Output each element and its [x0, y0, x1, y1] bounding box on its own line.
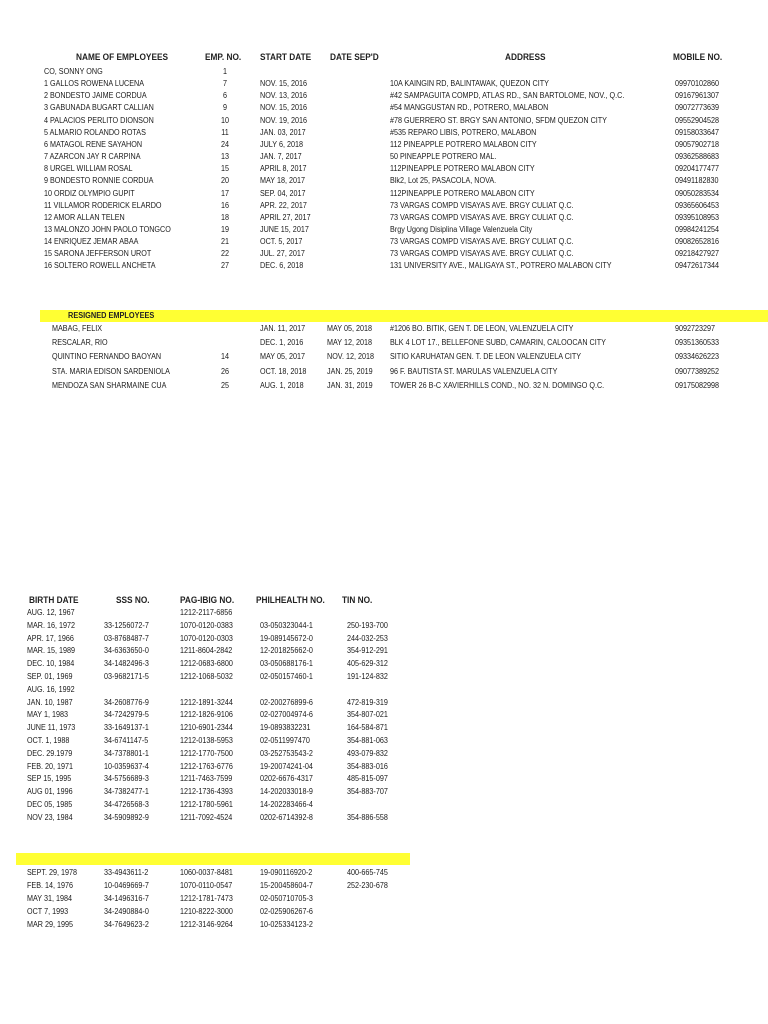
employee-row	[0, 140, 768, 152]
benefits-row	[0, 621, 768, 633]
cell-emp-no: 21	[220, 237, 230, 247]
cell-birth-date: AUG 01, 1996	[27, 787, 73, 797]
cell-sss: 33-1256072-7	[104, 620, 149, 630]
cell-sss: 34-1482496-3	[104, 659, 149, 669]
cell-mobile: 9092723297	[675, 324, 716, 333]
cell-emp-no: 20	[220, 176, 230, 186]
cell-date-sepd: MAY 05, 2018	[327, 324, 372, 333]
cell-mobile: 09082652816	[675, 237, 720, 247]
cell-mobile: 09362588683	[675, 152, 720, 162]
cell-sss: 34-1496316-7	[104, 893, 149, 903]
header-start-date: START DATE	[260, 52, 312, 62]
header-address: ADDRESS	[505, 52, 546, 62]
cell-philhealth: 19-0893832231	[260, 723, 311, 733]
cell-philhealth: 19-090116920-2	[260, 868, 313, 877]
cell-start-date: JUNE 15, 2017	[260, 224, 309, 234]
cell-address: #1206 BO. BITIK, GEN T. DE LEON, VALENZUELA CITY	[390, 324, 574, 333]
cell-pagibig: 1212-2117-6856	[180, 608, 233, 617]
cell-philhealth: 19-20074241-04	[260, 761, 313, 771]
cell-pagibig: 1070-0110-0547	[180, 880, 233, 890]
cell-philhealth: 02-027004974-6	[260, 710, 313, 720]
cell-philhealth: 02-200276899-6	[260, 697, 313, 707]
cell-philhealth: 02-050710705-3	[260, 893, 313, 903]
cell-address: 131 UNIVERSITY AVE., MALIGAYA ST., POTRERO MALABON CITY	[390, 261, 612, 271]
cell-philhealth: 14-202033018-9	[260, 787, 313, 797]
cell-birth-date: JUNE 11, 1973	[27, 723, 76, 733]
cell-emp-no: 17	[220, 188, 230, 198]
employee-row	[0, 91, 768, 103]
employee-row	[0, 128, 768, 140]
cell-pagibig: 1212-1763-6776	[180, 761, 233, 771]
cell-birth-date: MAR. 16, 1972	[27, 620, 76, 630]
benefits-row	[0, 800, 768, 812]
benefits-row	[0, 774, 768, 786]
resigned-employee-row	[0, 352, 768, 364]
cell-date-sepd: JAN. 31, 2019	[327, 380, 373, 390]
cell-pagibig: 1212-1891-3244	[180, 697, 233, 707]
cell-philhealth: 02-0511997470	[260, 736, 310, 745]
header-name: NAME OF EMPLOYEES	[76, 52, 169, 62]
employee-row	[0, 249, 768, 261]
cell-tin: 354-807-021	[347, 710, 388, 720]
cell-sss: 34-6741147-5	[104, 736, 149, 745]
employee-row	[0, 237, 768, 249]
cell-sss: 34-2490884-0	[104, 906, 149, 916]
cell-start-date: JAN. 7, 2017	[260, 152, 302, 162]
resigned-label: RESIGNED EMPLOYEES	[68, 311, 155, 320]
cell-address: 73 VARGAS COMPD VISAYAS AVE. BRGY CULIAT Q.C.	[390, 212, 574, 222]
cell-tin: 354-883-707	[347, 787, 388, 797]
cell-birth-date: SEP. 01, 1969	[27, 672, 73, 681]
cell-birth-date: DEC. 29.1979	[27, 748, 73, 758]
cell-birth-date: DEC. 10, 1984	[27, 659, 75, 669]
cell-emp-no: 6	[222, 91, 227, 101]
employee-row	[0, 213, 768, 225]
cell-pagibig: 1212-1781-7473	[180, 893, 233, 903]
cell-start-date: JAN. 03, 2017	[260, 127, 306, 137]
cell-address: #42 SAMPAGUITA COMPD, ATLAS RD., SAN BARTOLOME, NOV., Q.C.	[390, 91, 625, 101]
cell-birth-date: NOV 23, 1984	[27, 812, 73, 822]
benefits-row	[0, 749, 768, 761]
cell-date-sepd: JAN. 25, 2019	[327, 366, 373, 376]
cell-address: 10A KAINGIN RD, BALINTAWAK, QUEZON CITY	[390, 79, 549, 89]
cell-birth-date: OCT. 1, 1988	[27, 736, 70, 745]
cell-name: MENDOZA SAN SHARMAINE CUA	[52, 380, 167, 390]
resigned-employee-row	[0, 338, 768, 350]
cell-pagibig: 1212-1770-7500	[180, 748, 233, 758]
cell-emp-no: 22	[220, 249, 230, 259]
cell-start-date: OCT. 5, 2017	[260, 237, 303, 247]
cell-start-date: DEC. 6, 2018	[260, 261, 304, 271]
cell-tin: 472-819-319	[347, 697, 388, 707]
cell-philhealth: 14-202283466-4	[260, 800, 313, 809]
cell-mobile: 09472617344	[675, 261, 720, 271]
cell-philhealth: 10-025334123-2	[260, 919, 313, 929]
cell-date-sepd: NOV. 12, 2018	[327, 352, 374, 362]
cell-name: 15 SARONA JEFFERSON UROT	[44, 249, 152, 259]
cell-address: 112PINEAPPLE POTRERO MALABON CITY	[390, 188, 535, 198]
cell-start-date: NOV. 19, 2016	[260, 115, 307, 125]
cell-emp-no: 15	[220, 164, 230, 174]
cell-date-sepd: MAY 12, 2018	[327, 338, 372, 348]
benefits-row	[0, 723, 768, 735]
cell-emp-no: 27	[220, 261, 230, 271]
employee-row	[0, 225, 768, 237]
cell-name: 9 BONDESTO RONNIE CORDUA	[44, 176, 154, 186]
cell-emp-no: 13	[220, 152, 230, 162]
cell-mobile: 09077389252	[675, 366, 720, 376]
cell-mobile: 09491182830	[675, 176, 719, 186]
cell-name: STA. MARIA EDISON SARDENIOLA	[52, 366, 170, 376]
cell-start-date: JULY 6, 2018	[260, 139, 303, 149]
cell-address: #54 MANGGUSTAN RD., POTRERO, MALABON	[390, 103, 549, 113]
header-birth-date: BIRTH DATE	[29, 595, 79, 605]
cell-tin: 405-629-312	[347, 659, 388, 669]
cell-mobile: 09175082998	[675, 380, 720, 390]
cell-birth-date: AUG. 12, 1967	[27, 608, 75, 617]
cell-name: 4 PALACIOS PERLITO DIONSON	[44, 115, 154, 125]
cell-start-date: NOV. 15, 2016	[260, 79, 307, 89]
cell-start-date: NOV. 15, 2016	[260, 103, 307, 113]
cell-pagibig: 1210-6901-2344	[180, 723, 233, 733]
employee-row	[0, 116, 768, 128]
cell-mobile: 09167961307	[675, 91, 720, 101]
benefits-row	[0, 736, 768, 748]
resigned-employee-row	[0, 381, 768, 393]
cell-tin: 191-124-832	[347, 672, 388, 681]
cell-start-date: MAY 05, 2017	[260, 352, 305, 362]
cell-pagibig: 1212-1736-4393	[180, 787, 233, 797]
cell-address: 50 PINEAPPLE POTRERO MAL.	[390, 152, 497, 162]
benefits-resigned-band	[16, 853, 410, 865]
employee-row	[0, 176, 768, 188]
cell-address: 73 VARGAS COMPD VISAYAS AVE. BRGY CULIAT Q.C.	[390, 237, 574, 247]
cell-sss: 34-5909892-9	[104, 812, 149, 822]
header-philhealth: PHILHEALTH NO.	[256, 595, 325, 605]
benefits-resigned-row	[0, 920, 768, 932]
cell-mobile: 09057902718	[675, 139, 720, 149]
cell-start-date: JAN. 11, 2017	[260, 324, 306, 333]
cell-emp-no: 10	[220, 115, 230, 125]
benefits-row	[0, 634, 768, 646]
employee-row	[0, 67, 768, 79]
cell-pagibig: 1212-1826-9106	[180, 710, 233, 720]
cell-address: 112PINEAPPLE POTRERO MALABON CITY	[390, 164, 535, 174]
cell-emp-no: 18	[220, 212, 230, 222]
cell-address: SITIO KARUHATAN GEN. T. DE LEON VALENZUELA CITY	[390, 352, 582, 362]
cell-pagibig: 1211-7463-7599	[180, 774, 233, 784]
cell-name: 2 BONDESTO JAIME CORDUA	[44, 91, 147, 101]
benefits-resigned-row	[0, 868, 768, 880]
cell-pagibig: 1070-0120-0383	[180, 620, 233, 630]
cell-tin: 354-912-291	[347, 646, 388, 656]
cell-tin: 252-230-678	[347, 880, 388, 890]
employee-row	[0, 201, 768, 213]
employee-row	[0, 79, 768, 91]
resigned-employee-row	[0, 367, 768, 379]
cell-address: #535 REPARO LIBIS, POTRERO, MALABON	[390, 127, 537, 137]
cell-mobile: 09984241254	[675, 224, 720, 234]
cell-emp-no: 16	[220, 200, 230, 210]
cell-mobile: 09365606453	[675, 200, 720, 210]
cell-address: Brgy Ugong Disiplina Village Valenzuela City	[390, 224, 533, 234]
cell-tin: 250-193-700	[347, 620, 388, 630]
cell-sss: 10-0469669-7	[104, 880, 149, 890]
cell-philhealth: 0202-6714392-8	[260, 812, 313, 822]
cell-tin: 354-883-016	[347, 761, 388, 771]
cell-birth-date: MAY 31, 1984	[27, 893, 72, 903]
cell-mobile: 09204177477	[675, 164, 720, 174]
cell-mobile: 09050283534	[675, 188, 720, 198]
cell-birth-date: OCT 7, 1993	[27, 906, 69, 916]
cell-start-date: APR. 22, 2017	[260, 200, 307, 210]
cell-birth-date: MAY 1, 1983	[27, 710, 68, 720]
cell-philhealth: 15-200458604-7	[260, 880, 313, 890]
cell-start-date: APRIL 27, 2017	[260, 212, 311, 222]
cell-birth-date: JAN. 10, 1987	[27, 697, 73, 707]
cell-sss: 03-8768487-7	[104, 633, 149, 643]
cell-tin: 244-032-253	[347, 633, 388, 643]
cell-pagibig: 1212-3146-9264	[180, 919, 233, 929]
benefits-resigned-row	[0, 881, 768, 893]
benefits-row	[0, 646, 768, 658]
cell-philhealth: 19-089145672-0	[260, 633, 313, 643]
cell-birth-date: FEB. 14, 1976	[27, 880, 74, 890]
cell-emp-no: 25	[220, 380, 230, 390]
cell-birth-date: FEB. 20, 1971	[27, 761, 74, 771]
employee-row	[0, 261, 768, 273]
cell-address: 73 VARGAS COMPD VISAYAS AVE. BRGY CULIAT Q.C.	[390, 200, 574, 210]
cell-pagibig: 1060-0037-8481	[180, 868, 233, 877]
benefits-row	[0, 710, 768, 722]
benefits-row	[0, 672, 768, 684]
cell-emp-no: 24	[220, 139, 230, 149]
header-tin: TIN NO.	[342, 595, 373, 605]
employee-row	[0, 164, 768, 176]
cell-name: 5 ALMARIO ROLANDO ROTAS	[44, 127, 146, 137]
cell-address: #78 GUERRERO ST. BRGY SAN ANTONIO, SFDM QUEZON CITY	[390, 115, 607, 125]
cell-pagibig: 1210-8222-3000	[180, 906, 233, 916]
benefits-row	[0, 698, 768, 710]
cell-start-date: JUL. 27, 2017	[260, 249, 305, 259]
benefits-resigned-row	[0, 894, 768, 906]
cell-start-date: NOV. 13, 2016	[260, 91, 307, 101]
cell-philhealth: 03-252753543-2	[260, 748, 313, 758]
cell-sss: 34-4726568-3	[104, 800, 149, 809]
benefits-row	[0, 659, 768, 671]
benefits-row	[0, 685, 768, 697]
cell-address: 112 PINEAPPLE POTRERO MALABON CITY	[390, 139, 537, 149]
cell-emp-no: 26	[220, 366, 230, 376]
employee-row	[0, 189, 768, 201]
cell-name: QUINTINO FERNANDO BAOYAN	[52, 352, 162, 362]
cell-start-date: OCT. 18, 2018	[260, 366, 307, 376]
benefits-row	[0, 813, 768, 825]
cell-name: 14 ENRIQUEZ JEMAR ABAA	[44, 237, 139, 247]
cell-philhealth: 0202-6676-4317	[260, 774, 313, 784]
header-date-sepd: DATE SEP'D	[330, 52, 379, 62]
cell-address: TOWER 26 B-C XAVIERHILLS COND., NO. 32 N. DOMINGO Q.C.	[390, 380, 605, 390]
cell-address: 73 VARGAS COMPD VISAYAS AVE. BRGY CULIAT Q.C.	[390, 249, 574, 259]
cell-start-date: AUG. 1, 2018	[260, 380, 304, 390]
cell-philhealth: 02-050157460-1	[260, 672, 313, 681]
cell-pagibig: 1212-0138-5953	[180, 736, 233, 745]
cell-start-date: DEC. 1, 2016	[260, 338, 304, 348]
employee-row	[0, 103, 768, 115]
benefits-row	[0, 787, 768, 799]
cell-birth-date: SEP 15, 1995	[27, 774, 72, 784]
cell-mobile: 09158033647	[675, 127, 720, 137]
cell-mobile: 09552904528	[675, 115, 720, 125]
cell-name: 7 AZARCON JAY R CARPINA	[44, 152, 141, 162]
cell-sss: 34-6363650-0	[104, 646, 149, 656]
cell-sss: 03-9682171-5	[104, 672, 149, 681]
cell-name: 16 SOLTERO ROWELL ANCHETA	[44, 261, 156, 271]
header-sss: SSS NO.	[116, 595, 150, 605]
cell-pagibig: 1211-7092-4524	[180, 812, 233, 822]
cell-sss: 34-2608776-9	[104, 697, 149, 707]
cell-philhealth: 03-050323044-1	[260, 620, 313, 630]
cell-name: 12 AMOR ALLAN TELEN	[44, 212, 125, 222]
cell-name: 8 URGEL WILLIAM ROSAL	[44, 164, 133, 174]
cell-birth-date: MAR 29, 1995	[27, 919, 74, 929]
cell-philhealth: 02-025906267-6	[260, 906, 313, 916]
cell-sss: 34-7242979-5	[104, 710, 149, 720]
cell-pagibig: 1212-1780-5961	[180, 800, 233, 809]
cell-emp-no: 11	[221, 127, 229, 137]
cell-sss: 34-7382477-1	[104, 787, 149, 797]
benefits-resigned-row	[0, 907, 768, 919]
cell-start-date: SEP. 04, 2017	[260, 188, 306, 198]
cell-name: 1 GALLOS ROWENA LUCENA	[44, 79, 145, 89]
cell-emp-no: 9	[222, 103, 227, 113]
cell-sss: 34-7649623-2	[104, 919, 149, 929]
cell-name: 11 VILLAMOR RODERICK ELARDO	[44, 200, 162, 210]
cell-name: 6 MATAGOL RENE SAYAHON	[44, 139, 143, 149]
cell-tin: 493-079-832	[347, 748, 388, 758]
cell-address: Blk2, Lot 25, PASACOLA, NOVA.	[390, 176, 497, 186]
cell-sss: 33-4943611-2	[104, 868, 149, 877]
cell-tin: 354-886-558	[347, 812, 388, 822]
cell-birth-date: AUG. 16, 1992	[27, 684, 75, 694]
cell-tin: 164-584-871	[347, 723, 388, 733]
cell-sss: 34-5756689-3	[104, 774, 149, 784]
cell-mobile: 09970102860	[675, 79, 720, 89]
cell-birth-date: DEC 05, 1985	[27, 800, 73, 809]
cell-emp-no: 14	[220, 352, 230, 362]
cell-name: MABAG, FELIX	[52, 324, 103, 333]
header-mobile: MOBILE NO.	[673, 52, 723, 62]
cell-pagibig: 1212-0683-6800	[180, 659, 233, 669]
header-emp-no: EMP. NO.	[205, 52, 242, 62]
cell-birth-date: MAR. 15, 1989	[27, 646, 76, 656]
cell-philhealth: 03-050688176-1	[260, 659, 313, 669]
employee-row	[0, 152, 768, 164]
cell-philhealth: 12-201825662-0	[260, 646, 313, 656]
cell-pagibig: 1070-0120-0303	[180, 633, 233, 643]
cell-address: 96 F. BAUTISTA ST. MARULAS VALENZUELA CITY	[390, 366, 558, 376]
cell-sss: 33-1649137-1	[104, 723, 149, 733]
cell-pagibig: 1211-8604-2842	[180, 646, 233, 656]
cell-start-date: APRIL 8, 2017	[260, 164, 307, 174]
cell-emp-no: 1	[222, 67, 227, 76]
cell-birth-date: APR. 17, 1966	[27, 633, 74, 643]
cell-mobile: 09351360533	[675, 338, 720, 348]
cell-name: 13 MALONZO JOHN PAOLO TONGCO	[44, 224, 171, 234]
cell-mobile: 09218427927	[675, 249, 720, 259]
resigned-employee-row	[0, 324, 768, 336]
cell-emp-no: 7	[222, 79, 227, 89]
cell-sss: 10-0359637-4	[104, 761, 149, 771]
cell-start-date: MAY 18, 2017	[260, 176, 305, 186]
cell-tin: 400-665-745	[347, 868, 388, 877]
cell-tin: 354-881-063	[347, 736, 388, 745]
cell-mobile: 09072773639	[675, 103, 720, 113]
cell-name: CO, SONNY ONG	[44, 67, 103, 76]
benefits-row	[0, 762, 768, 774]
cell-name: 3 GABUNADA BUGART CALLIAN	[44, 103, 154, 113]
cell-mobile: 09334626223	[675, 352, 720, 362]
cell-sss: 34-7378801-1	[104, 748, 149, 758]
cell-address: BLK 4 LOT 17., BELLEFONE SUBD, CAMARIN, CALOOCAN CITY	[390, 338, 606, 348]
cell-name: RESCALAR, RIO	[52, 338, 108, 348]
cell-name: 10 ORDIZ OLYMPIO GUPIT	[44, 188, 135, 198]
cell-mobile: 09395108953	[675, 212, 720, 222]
cell-birth-date: SEPT. 29, 1978	[27, 868, 78, 877]
benefits-row	[0, 608, 768, 620]
cell-emp-no: 19	[220, 224, 230, 234]
header-pagibig: PAG-IBIG NO.	[180, 595, 235, 605]
cell-tin: 485-815-097	[347, 774, 388, 784]
cell-pagibig: 1212-1068-5032	[180, 672, 233, 681]
